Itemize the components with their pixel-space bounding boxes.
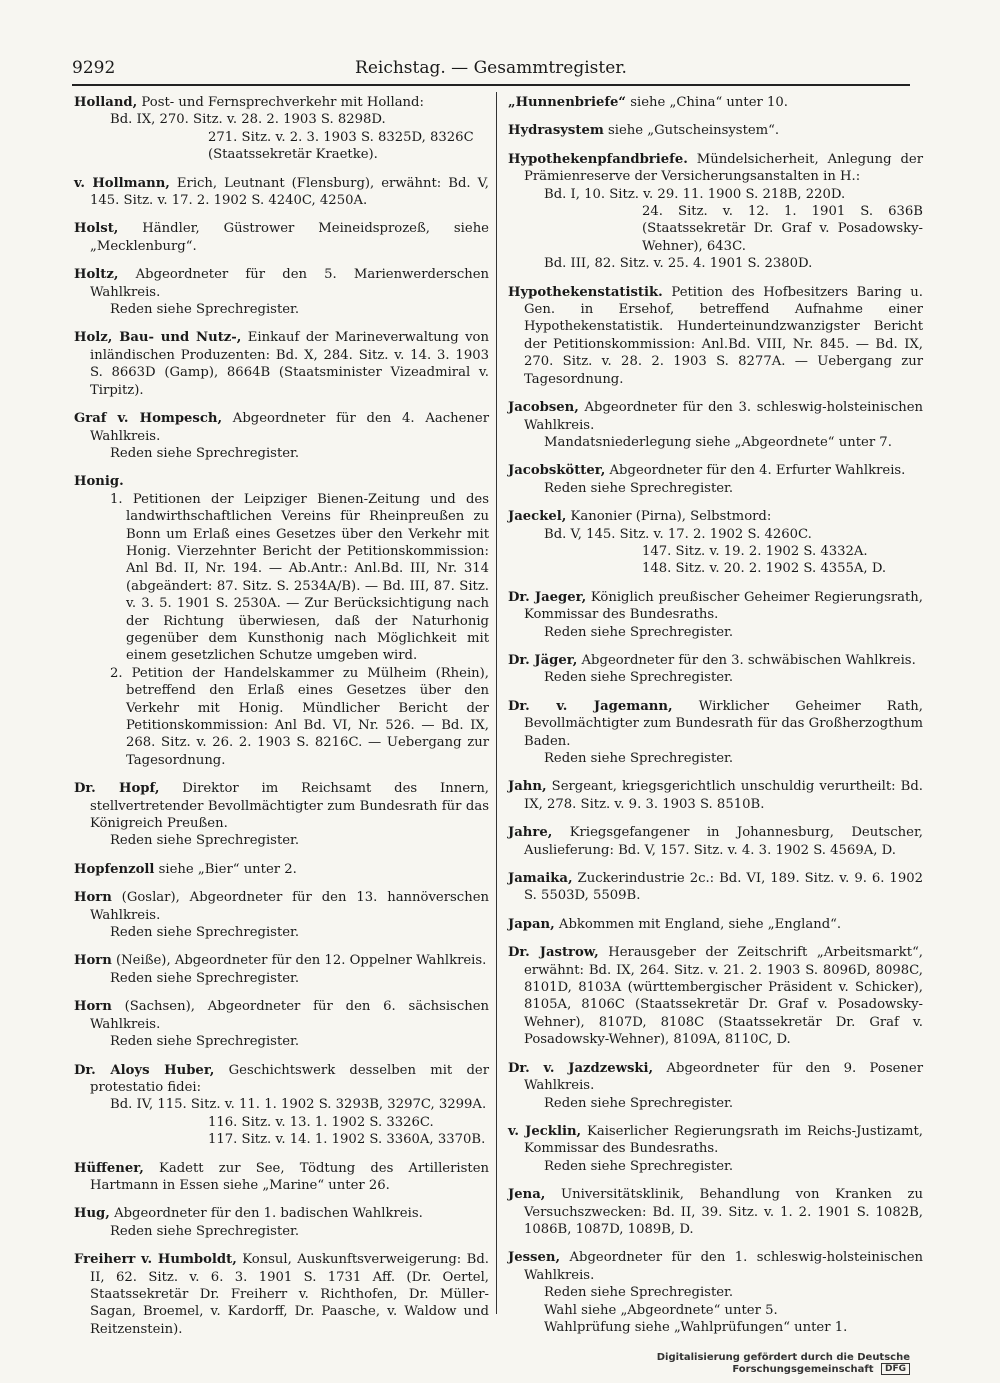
index-entry bbox=[508, 508, 923, 578]
entry-headword: Horn bbox=[74, 953, 112, 969]
entry-subline: Wahlprüfung siehe „Wahlprüfungen“ unter 1. bbox=[544, 1319, 848, 1335]
entry-text: Erich, Leutnant (Flensburg), erwähnt: Bd. V, 145. Sitz. v. 17. 2. 1902 S. 4240C, 4250A. bbox=[90, 175, 489, 209]
entry-text: siehe „Gutscheinsystem“. bbox=[603, 123, 780, 139]
index-entry bbox=[74, 94, 489, 164]
entry-text: Kriegsgefangener in Johannesburg, Deutscher, Auslieferung: Bd. V, 157. Sitz. v. 4. 3. 1902 S. 4569A, D. bbox=[524, 825, 923, 858]
index-entry bbox=[508, 944, 923, 1048]
entry-headword: Hüffener, bbox=[74, 1160, 144, 1176]
entry-headword: „Hunnenbriefe“ bbox=[508, 95, 627, 110]
entry-citation: (Staatssekretär Kraetke). bbox=[208, 147, 378, 163]
index-entry bbox=[74, 473, 489, 769]
index-entry bbox=[74, 410, 489, 462]
entry-text: (Sachsen), Abgeordneter für den 6. sächsischen Wahlkreis. bbox=[90, 999, 489, 1032]
entry-subline: Bd. IX, 270. Sitz. v. 28. 2. 1903 S. 8298D. bbox=[110, 112, 386, 128]
entry-headword: Jacobsen, bbox=[508, 400, 579, 416]
index-entry bbox=[508, 870, 923, 905]
entry-text: Abgeordneter für den 1. schleswig-holsteinischen Wahlkreis. bbox=[524, 1250, 923, 1283]
dfg-logo: DFG bbox=[881, 1363, 910, 1375]
index-entry bbox=[508, 778, 923, 813]
entry-headword: Jaeckel, bbox=[508, 509, 567, 525]
entry-subline: Bd. V, 145. Sitz. v. 17. 2. 1902 S. 4260C. bbox=[544, 526, 812, 542]
entry-headword: Holtz, bbox=[74, 267, 119, 283]
entry-headword: Dr. Jäger, bbox=[508, 652, 578, 668]
index-entry bbox=[508, 1186, 923, 1238]
index-entry bbox=[74, 220, 489, 255]
entry-numbered-item: 2. Petition der Handelskammer zu Mülheim (Rhein), betreffend den Erlaß eines Gesetzes über den Verkehr mit Honig. Mündlicher Bericht der Petitionskommission: Anl Bd. VI, Nr. 526. — Bd. IX, 268. Sitz. v. 26. 2. 1903 S. 8216C. — Uebergang zur Tagesordnung. bbox=[110, 665, 489, 768]
entry-text: Abgeordneter für den 1. badischen Wahlkreis. bbox=[109, 1206, 423, 1222]
entry-text: Post- und Fernsprechverkehr mit Holland: bbox=[137, 95, 424, 110]
entry-subline: Reden siehe Sprechregister. bbox=[544, 1095, 734, 1111]
running-title: Reichstag. — Gesammtregister. bbox=[355, 58, 627, 78]
entry-headword: Freiherr v. Humboldt, bbox=[74, 1252, 237, 1268]
entry-numbered-item: 1. Petitionen der Leipziger Bienen-Zeitung und des landwirthschaftlichen Vereins für Rheinpreußen zu Bonn um Erlaß eines Gesetzes über den Verkehr mit Honig. Vierzehnter Bericht der Petitionskommission: Anl Bd. II, Nr. 194. — Ab.Antr.: Anl.Bd. III, Nr. 314 (abgeändert: 87. Sitz. S. 2534A/B). — Bd. III, 87. Sitz. v. 3. 5. 1901 S. 2530A. — Zur Berücksichtigung nach der Richtung überwiesen, daß der Naturhonig gegenüber dem Kunsthonig nach Möglichkeit mit einem gesetzlichen Schutze umgeben wird. bbox=[110, 491, 489, 664]
index-entry bbox=[74, 329, 489, 399]
entry-headword: v. Jecklin, bbox=[508, 1123, 582, 1139]
entry-text: Sergeant, kriegsgerichtlich unschuldig verurtheilt: Bd. IX, 278. Sitz. v. 9. 3. 1903 S. 8510B. bbox=[524, 779, 923, 812]
entry-text: Kaiserlicher Regierungsrath im Reichs-Justizamt, Kommissar des Bundesraths. bbox=[524, 1123, 923, 1157]
entry-citation: 147. Sitz. v. 19. 2. 1902 S. 4332A. bbox=[642, 543, 868, 559]
column-divider bbox=[496, 92, 497, 1314]
page-header bbox=[72, 58, 910, 80]
entry-citation: 24. Sitz. v. 12. 1. 1901 S. 636B (Staatssekretär Dr. Graf v. Posadowsky-Wehner), 643C. bbox=[642, 204, 923, 254]
entry-text: Mündelsicherheit, Anlegung der Prämienreserve der Versicherungsanstalten in H.: bbox=[524, 151, 923, 185]
entry-subline: Reden siehe Sprechregister. bbox=[544, 670, 734, 686]
entry-subline: Reden siehe Sprechregister. bbox=[544, 480, 734, 496]
header-rule bbox=[72, 84, 910, 86]
entry-subline: Reden siehe Sprechregister. bbox=[110, 970, 300, 986]
index-entry bbox=[508, 824, 923, 859]
index-entry bbox=[508, 652, 923, 687]
entry-headword: Holz, Bau- und Nutz-, bbox=[74, 330, 242, 346]
entry-headword: Jessen, bbox=[508, 1250, 561, 1266]
entry-text: Wirklicher Geheimer Rath, Bevollmächtigter zum Bundesrath für das Großherzogthum Baden. bbox=[524, 698, 923, 749]
entry-text: Petition des Hofbesitzers Baring u. Gen. in Ersehof, betreffend Aufnahme einer Hypothekenstatistik. Hunderteinundzwanzigster Bericht der Petitionskommission: Anl.Bd. VIII, Nr. 845. — Bd. IX, 270. Sitz. v. 28. 2. 1903 S. 8277A. — Uebergang zur Tagesordnung. bbox=[524, 284, 923, 387]
entry-headword: Jamaika, bbox=[508, 871, 573, 887]
entry-text: Abgeordneter für den 9. Posener Wahlkreis. bbox=[524, 1060, 923, 1094]
index-entry bbox=[508, 462, 923, 497]
entry-text: siehe „China“ unter 10. bbox=[626, 95, 788, 110]
entry-text: Kanonier (Pirna), Selbstmord: bbox=[566, 509, 772, 525]
entry-headword: Holst, bbox=[74, 221, 119, 237]
index-entry bbox=[508, 122, 923, 139]
entry-headword: Jena, bbox=[508, 1187, 546, 1203]
entry-headword: Hypothekenstatistik. bbox=[508, 284, 663, 300]
index-entry bbox=[74, 175, 489, 210]
entry-headword: Dr. Hopf, bbox=[74, 781, 160, 797]
index-entry bbox=[74, 1062, 489, 1149]
entry-headword: Graf v. Hompesch, bbox=[74, 411, 223, 427]
entry-subline: Bd. I, 10. Sitz. v. 29. 11. 1900 S. 218B, 220D. bbox=[544, 186, 846, 202]
entry-text: Direktor im Reichsamt des Innern, stellvertretender Bevollmächtigter zum Bundesrath für das Königreich Preußen. bbox=[90, 781, 490, 832]
left-column bbox=[74, 94, 490, 1337]
entry-headword: Jahn, bbox=[508, 779, 547, 795]
entry-headword: Japan, bbox=[508, 916, 555, 932]
entry-subline: Wahl siehe „Abgeordnete“ unter 5. bbox=[544, 1302, 778, 1318]
entry-text: Zuckerindustrie 2c.: Bd. VI, 189. Sitz. v. 9. 6. 1902 S. 5503D, 5509B. bbox=[524, 871, 923, 904]
index-entry bbox=[508, 94, 923, 111]
entry-text: Abgeordneter für den 3. schwäbischen Wahlkreis. bbox=[577, 652, 916, 668]
index-entry bbox=[508, 698, 923, 768]
entry-text: Konsul, Auskunftsverweigerung: Bd. II, 62. Sitz. v. 6. 3. 1901 S. 1731 Aff. (Dr. Oertel, Staatssekretär Dr. Freiherr v. Richthofen, Dr. Müller-Sagan, Broemel, v. Kardorff, Dr. Paasche, v. Waldow und Reitzenstein). bbox=[90, 1252, 489, 1337]
entry-headword: Horn bbox=[74, 999, 112, 1015]
index-entry bbox=[508, 1123, 923, 1175]
entry-headword: Dr. Jaeger, bbox=[508, 589, 587, 605]
index-entry bbox=[74, 1160, 489, 1195]
entry-headword: Hydrasystem bbox=[508, 123, 604, 139]
index-entry bbox=[74, 1251, 489, 1338]
entry-subline: Reden siehe Sprechregister. bbox=[110, 1034, 300, 1050]
entry-text: Händler, Güstrower Meineidsprozeß, siehe „Mecklenburg“. bbox=[90, 221, 489, 254]
entry-citation: 271. Sitz. v. 2. 3. 1903 S. 8325D, 8326C bbox=[208, 129, 474, 145]
entry-headword: v. Hollmann, bbox=[74, 175, 170, 191]
entry-text: Universitätsklinik, Behandlung von Kranken zu Versuchszwecken: Bd. II, 39. Sitz. v. 1. 2. 1901 S. 1082B, 1086B, 1087D, 1089B, D. bbox=[524, 1187, 923, 1237]
entry-text: Einkauf der Marineverwaltung von inländischen Produzenten: Bd. X, 284. Sitz. v. 14. 3. 1903 S. 8663D (Gamp), 8664B (Staatsminister Vizeadmiral v. Tirpitz). bbox=[90, 330, 489, 398]
entry-headword: Holland, bbox=[74, 95, 138, 110]
entry-headword: Dr. v. Jagemann, bbox=[508, 698, 673, 714]
page-number: 9292 bbox=[72, 58, 116, 78]
index-entry bbox=[508, 284, 923, 388]
entry-subline: Reden siehe Sprechregister. bbox=[544, 624, 734, 640]
entry-citation: 116. Sitz. v. 13. 1. 1902 S. 3326C. bbox=[208, 1114, 434, 1130]
index-entry bbox=[74, 266, 489, 318]
entry-citation: 148. Sitz. v. 20. 2. 1902 S. 4355A, D. bbox=[642, 561, 887, 577]
entry-subline: Reden siehe Sprechregister. bbox=[544, 1158, 734, 1174]
right-column bbox=[508, 94, 923, 1335]
entry-subline: Reden siehe Sprechregister. bbox=[110, 445, 300, 461]
entry-text: Königlich preußischer Geheimer Regierungsrath, Kommissar des Bundesraths. bbox=[524, 589, 923, 623]
entry-text: siehe „Bier“ unter 2. bbox=[154, 861, 297, 877]
entry-citation: 117. Sitz. v. 14. 1. 1902 S. 3360A, 3370B. bbox=[208, 1132, 486, 1148]
index-entry bbox=[508, 1249, 923, 1336]
index-entry bbox=[508, 1060, 923, 1112]
entry-subline: Reden siehe Sprechregister. bbox=[110, 925, 300, 941]
entry-subline: Reden siehe Sprechregister. bbox=[110, 302, 300, 318]
entry-subline: Reden siehe Sprechregister. bbox=[110, 1223, 300, 1239]
index-entry bbox=[74, 952, 489, 987]
entry-subline: Reden siehe Sprechregister. bbox=[544, 751, 734, 766]
entry-headword: Hopfenzoll bbox=[74, 861, 155, 877]
index-entry bbox=[508, 151, 923, 273]
entry-text: Abkommen mit England, siehe „England“. bbox=[554, 916, 842, 932]
index-entry bbox=[74, 861, 489, 878]
entry-text: Abgeordneter für den 3. schleswig-holsteinischen Wahlkreis. bbox=[524, 400, 923, 433]
index-entry bbox=[508, 589, 923, 641]
footer-credit bbox=[600, 1352, 910, 1375]
entry-subline: Reden siehe Sprechregister. bbox=[544, 1285, 734, 1301]
entry-headword: Jahre, bbox=[508, 825, 553, 841]
entry-headword: Horn bbox=[74, 890, 112, 906]
index-entry bbox=[74, 780, 489, 850]
entry-text: (Goslar), Abgeordneter für den 13. hannöverschen Wahlkreis. bbox=[90, 890, 489, 923]
entry-headword: Hypothekenpfandbriefe. bbox=[508, 151, 688, 167]
entry-subline: Reden siehe Sprechregister. bbox=[110, 833, 300, 849]
entry-text: Abgeordneter für den 4. Erfurter Wahlkreis. bbox=[605, 463, 906, 479]
entry-headword: Jacobskötter, bbox=[508, 463, 606, 479]
entry-text: Kadett zur See, Tödtung des Artilleristen Hartmann in Essen siehe „Marine“ unter 26. bbox=[90, 1160, 489, 1193]
entry-subline: Bd. IV, 115. Sitz. v. 11. 1. 1902 S. 3293B, 3297C, 3299A. bbox=[110, 1097, 487, 1113]
entry-text: (Neiße), Abgeordneter für den 12. Oppelner Wahlkreis. bbox=[111, 953, 487, 969]
entry-headword: Dr. Aloys Huber, bbox=[74, 1062, 215, 1078]
entry-text: Abgeordneter für den 4. Aachener Wahlkreis. bbox=[90, 411, 490, 444]
entry-headword: Dr. v. Jazdzewski, bbox=[508, 1060, 654, 1076]
index-entry bbox=[74, 889, 489, 941]
entry-text: Geschichtswerk desselben mit der protestatio fidei: bbox=[90, 1062, 490, 1095]
index-entry bbox=[74, 1205, 489, 1240]
entry-headword: Dr. Jastrow, bbox=[508, 945, 599, 961]
entry-headword: Honig. bbox=[74, 474, 124, 490]
entry-text: Herausgeber der Zeitschrift „Arbeitsmarkt“, erwähnt: Bd. IX, 264. Sitz. v. 21. 2. 1903 S. 8096D, 8098C, 8101D, 8103A (württembergischer Präsident v. Schicker), 8105A, 8106C (Staatssekretär Dr. Graf v. Posadowsky-Wehner), 8107D, 8108C (Staatssekretär Dr. Graf v. Posadowsky-Wehner), 8109A, 8110C, D. bbox=[524, 945, 923, 1048]
entry-subline: Mandatsniederlegung siehe „Abgeordnete“ unter 7. bbox=[544, 434, 892, 450]
index-entry bbox=[508, 399, 923, 451]
entry-headword: Hug, bbox=[74, 1206, 110, 1222]
footer-text: Digitalisierung gefördert durch die Deutsche Forschungsgemeinschaft bbox=[656, 1352, 910, 1375]
entry-text: Abgeordneter für den 5. Marienwerderschen Wahlkreis. bbox=[90, 267, 489, 300]
entry-subline: Bd. III, 82. Sitz. v. 25. 4. 1901 S. 2380D. bbox=[544, 256, 813, 272]
index-entry bbox=[508, 916, 923, 933]
index-entry bbox=[74, 998, 489, 1050]
